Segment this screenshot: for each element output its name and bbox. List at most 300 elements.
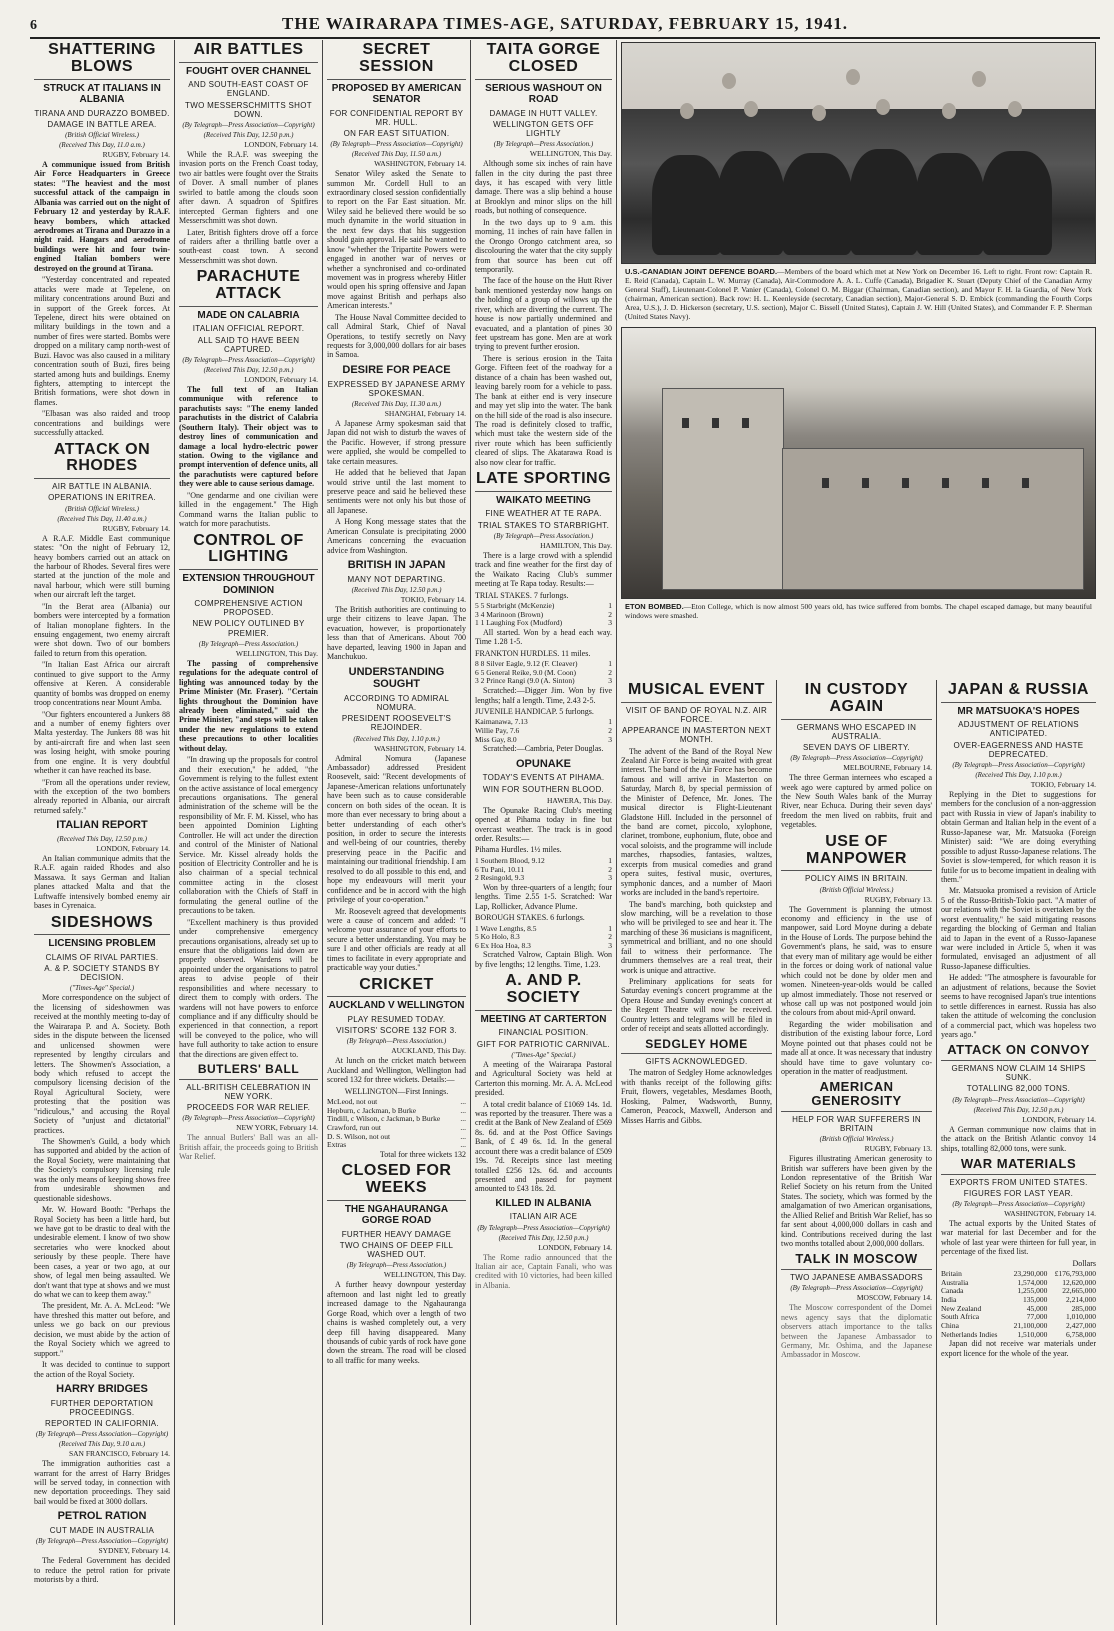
subhead: FINE WEATHER AT TE RAPA. xyxy=(485,509,602,519)
received-line: (Received This Day, 12.50 p.m.) xyxy=(203,131,294,140)
college-building xyxy=(782,448,1084,590)
subhead: ALL-BRITISH CELEBRATION IN NEW YORK. xyxy=(186,1082,311,1102)
photo-caption xyxy=(625,602,1092,620)
paragraph: The passing of comprehensive regulations for the adequate control of lighting was announced today by the Prime Minister (Mr. Fraser). "Certain lights throughout the Dominion have already been eliminated," said the Prime Minister, "and steps will be taken under the new regulations to extend these precautions to other localities without delay. xyxy=(179,658,318,753)
dateline: LONDON, February 14. xyxy=(96,843,170,853)
story-talk-in-moscow xyxy=(781,1252,932,1359)
headline: USE OF MANPOWER xyxy=(781,834,932,872)
story-taita-gorge xyxy=(475,42,612,467)
table-cell: 2 xyxy=(608,864,612,874)
credit-line: (By Telegraph—Press Association—Copyright) xyxy=(182,121,315,130)
table-cell: 1,510,000 xyxy=(1017,1329,1048,1339)
subhead: A. & P. SOCIETY STANDS BY DECISION. xyxy=(44,964,160,983)
story-parachute-attack xyxy=(179,269,318,528)
table-cell: 5 Ko Holo, 8.3 xyxy=(475,932,520,942)
paragraph: A further heavy downpour yesterday afternoon and last night led to greatly increased damage to the Ngahauranga Gorge Road, which over a length of two chains is washed completely out, a very deep fill having disappeared. Many thousands of cubic yards of rock have gone down the stream. The road will be closed to all traffic for many weeks. xyxy=(327,1280,466,1365)
table-cell: Hepburn, c Jackman, b Burke xyxy=(327,1105,417,1115)
subhead: GIFTS ACKNOWLEDGED. xyxy=(645,1057,748,1067)
paragraph: Mr. Matsuoka promised a revision of Article 5 of the Russo-British-Tokio pact. "A matter of our relations with the Soviet is overtaken by the worst eventuality," he said mitigating reasons regarding the blocking of German and Italian aid to Japan in the event of a Russo-Japanese war were included in Article 5, when it was formulated, envisaged an adjustment of all Russo-Japanese difficulties. xyxy=(941,886,1096,971)
paragraph: "Yesterday concentrated and repeated attacks were made at Tepelene, on military concentrations around Buzi and in support of the Greek forces. At Tepelene, direct hits were obtained on military buildings in the town and a number of fires were started. Bombs were dropped on a military camp north-west of Buzi. Havoc was also caused in a military concentration south of Buzi, fires being started among huts and buildings. Enemy fighters, attempting to intercept the British formations, were shot down in flames. xyxy=(34,275,170,407)
headline: CRICKET xyxy=(327,977,466,998)
dateline: LONDON, February 14. xyxy=(244,374,318,384)
subhead: FURTHER DEPORTATION PROCEEDINGS. xyxy=(50,1398,154,1417)
story-war-materials xyxy=(941,1157,1096,1358)
caption-lead: U.S.-CANADIAN JOINT DEFENCE BOARD. xyxy=(625,267,778,276)
headline: IN CUSTODY AGAIN xyxy=(781,682,932,720)
face xyxy=(942,103,956,119)
subhead: SERIOUS WASHOUT ON ROAD xyxy=(485,82,602,106)
subhead: MANY NOT DEPARTING. xyxy=(347,574,446,584)
credit-line: (By Telegraph—Press Association—Copyright) xyxy=(330,140,463,149)
subhead: CLAIMS OF RIVAL PARTIES. xyxy=(45,952,159,962)
headline: KILLED IN ALBANIA xyxy=(495,1197,592,1209)
paragraph: The president, Mr. A. A. McLeod: "We have threshed this matter out before, and unless we go back on our previous decision, we must abide by the action of the Royal Society which we agreed to support." xyxy=(34,1301,170,1358)
story-italian-report xyxy=(34,819,170,910)
dateline: MELBOURNE, February 14. xyxy=(843,763,932,773)
headline: ITALIAN REPORT xyxy=(56,819,148,832)
received-line: (Received This Day, 11.50 a.m.) xyxy=(351,150,442,159)
subhead: PROPOSED BY AMERICAN SENATOR xyxy=(331,82,462,106)
subhead: ADJUSTMENT OF RELATIONS ANTICIPATED. xyxy=(958,720,1079,739)
paragraph: Later, British fighters drove off a force of raiders after a thrilling battle over a south-east coast town. A second Messerschmitt was shot down. xyxy=(179,227,318,265)
table-cell: 5 5 Starbright (McKenzie) xyxy=(475,601,555,611)
story-in-custody-again xyxy=(781,682,932,830)
received-line: (Received This Day, 12.50 p.m.) xyxy=(351,585,442,594)
race-note: Scratched Valrow, Captain Bligh. Won by five lengths; 12 lengths. Time, 1.23. xyxy=(475,950,612,969)
table-cell: China xyxy=(941,1320,959,1330)
subhead: THE NGAHAURANGA GORGE ROAD xyxy=(344,1203,449,1227)
paragraph: The band's marching, both quickstep and slow marching, will be a revelation to those who will be privileged to see and hear it. The marching of these 36 musicians is magnificent, symmetrical and brilliant, and no one should fail to witness their performance. The drummers themselves are a real treat, their work is unique and attractive. xyxy=(621,899,772,975)
table-cell: ... xyxy=(460,1105,466,1115)
paragraph: The annual Butlers' Ball was an all-British affair, the proceeds going to British War Relief. xyxy=(179,1133,318,1162)
subhead: AIR BATTLE IN ALBANIA. xyxy=(52,482,152,492)
table-cell: 1 xyxy=(608,923,612,933)
table-cell: 3 xyxy=(608,618,612,628)
dateline: TOKIO, February 14. xyxy=(1030,780,1096,790)
table-cell: 1 1 Laughing Fox (Mudford) xyxy=(475,618,563,628)
headline: BUTLERS' BALL xyxy=(179,1063,318,1080)
received-line: (Received This Day, 9.10 a.m.) xyxy=(58,1440,146,1449)
subhead: PROCEEDS FOR WAR RELIEF. xyxy=(186,1103,311,1113)
race-note: Scratched:—Digger Jim. Won by five lengths; half a length. Time, 2.43 2-5. xyxy=(475,686,612,705)
table-cell: India xyxy=(941,1295,957,1305)
table-cell: Netherlands Indies xyxy=(941,1329,998,1339)
scorecard-table xyxy=(327,1098,466,1150)
paragraph: A R.A.F. Middle East communique states: "On the night of February 12, heavy bombers carried out an attack on the harbour of Rhodes. Several fires were started at the junction of the mole and naval harbour, which were still burning when our aircraft left the target. xyxy=(34,533,170,600)
dateline: WELLINGTON, This Day. xyxy=(235,648,318,658)
paragraph: The face of the house on the Hutt River bank mentioned yesterday now hangs on the holding of a group of willows up the river, which are diverting the current. The house is now partially undermined and evacuated, and a plantation of pines 30 feet upstream has gone. Men are at work trying to prevent further erosion. xyxy=(475,276,612,352)
table-cell: Kaimanawa, 7.13 xyxy=(475,717,528,727)
paragraph: "Elbasan was also raided and troop concentrations and buildings were successfully attacked. xyxy=(34,409,170,438)
paragraph: Senator Wiley asked the Senate to summon Mr. Cordell Hull to an extraordinary closed session confidentially to report on the Far East situation. Mr. Wiley said he believed there would be so much dynamite in the world situation in the next few days that his suggestion should gain approval. He said he wanted to know "whether the Tripartite Powers were engaged in another war of nerves or whether a synchronised and co-ordinated movement was in progress whereby Hitler would open his spring offensive and Japan move against British and perhaps also American interests." xyxy=(327,169,466,311)
table-cell: 45,000 xyxy=(1026,1303,1048,1313)
paragraph: The advent of the Band of the Royal New Zealand Air Force is being awaited with great interest. The band of the Air Force has become famous and will arrive in Masterton on Saturday, March 8, by special permission of the Minister of Defence, Mr. Jones. The musical director is Flight-Lieutenant Gladstone Hill. Included in the personnel of the band are cornet, piccolo, xylophone, clarinet, trombone, euphonium, flute, oboe and vocal soloists, and the programme will include marches, rhapsodies, fantasies, waltzes, excerpts from musical comedies and grand opera suites, festival music, overtures, symphonic dances, and a number of Maori works are included in the band's repertoire. xyxy=(621,746,772,898)
subhead: HELP FOR WAR SUFFERERS IN BRITAIN xyxy=(792,1114,921,1133)
table-cell: 6 Tu Pani, 10.11 xyxy=(475,864,525,874)
table-cell: Crawford, run out xyxy=(327,1122,381,1132)
table-cell: 1 xyxy=(608,659,612,669)
paragraph: There is a large crowd with a splendid track and fine weather for the first day of the Waikato Racing Club's summer meeting at Te Rapa today. Results:— xyxy=(475,550,612,589)
table-cell: 3 2 Prince Rangi (9.0 (A. Sinton) xyxy=(475,676,575,686)
credit-line: (By Telegraph—Press Association.) xyxy=(198,639,299,648)
table-cell: 285,000 xyxy=(1071,1303,1096,1313)
table-cell: ... xyxy=(460,1114,466,1124)
window xyxy=(682,418,689,428)
story-attack-on-convoy xyxy=(941,1043,1096,1153)
scorecard-total: Total for three wickets 132 xyxy=(379,1149,466,1159)
credit-line: (By Telegraph—Press Association—Copyright) xyxy=(952,761,1085,770)
columns xyxy=(30,40,1100,1625)
result-row xyxy=(475,874,612,883)
credit-line: (By Telegraph—Press Association—Copyright) xyxy=(790,1284,923,1293)
window xyxy=(712,418,719,428)
headline: AIR BATTLES xyxy=(179,42,318,63)
headline: SEDGLEY HOME xyxy=(621,1038,772,1055)
story-sideshows xyxy=(34,915,170,1379)
table-header: Dollars xyxy=(1072,1258,1096,1268)
paragraph: Regarding the wider mobilisation and distribution of the existing labour force, Lord Moyne pointed out that phases could not be made all at once. It was necessary that industry should have time to gave voluntary co-operation in the matter of readjustment. xyxy=(781,1019,932,1076)
paragraph: The Showmen's Guild, a body which has supported and abided by the action of the Royal Society, were maintaining that the Society's compulsory licensing rule was the only means of keeping shows free from undesirable showmen and questionable sideshows. xyxy=(34,1137,170,1203)
figure xyxy=(916,153,984,255)
subhead: SEVEN DAYS OF LIBERTY. xyxy=(802,742,911,752)
credit-line: (By Telegraph—Press Association—Copyright) xyxy=(952,1199,1085,1208)
table-cell: ... xyxy=(460,1097,466,1107)
face xyxy=(812,105,826,121)
subhead: DAMAGE IN HUTT VALLEY. xyxy=(489,108,598,118)
headline: ATTACK ON RHODES xyxy=(34,442,170,480)
table-cell: New Zealand xyxy=(941,1303,982,1313)
race-title: Pihama Hurdles. 1½ miles. xyxy=(475,845,562,855)
subhead: ITALIAN AIR ACE xyxy=(509,1212,578,1222)
chapel-tower xyxy=(662,388,784,590)
headline: CONTROL OF LIGHTING xyxy=(179,533,318,571)
dateline: WELLINGTON, This Day. xyxy=(529,149,612,159)
subhead: WIN FOR SOUTHERN BLOOD. xyxy=(482,784,605,794)
table-cell: ... xyxy=(460,1140,466,1150)
paragraph: "In the Berat area (Albania) our bombers were intercepted by a formation of Italian monoplane fighters. In the ensuing engagement, two enemy aircraft were shot down. Two of our bombers failed to return from this operation. xyxy=(34,601,170,658)
headline: AMERICAN GENEROSITY xyxy=(781,1080,932,1111)
caption-lead: ETON BOMBED. xyxy=(625,602,684,611)
headline: WAR MATERIALS xyxy=(941,1157,1096,1175)
scorecard-row xyxy=(327,1133,466,1142)
column-1 xyxy=(30,40,174,1625)
table-cell: 8 8 Silver Eagle, 9.12 (F. Cleaver) xyxy=(475,659,578,669)
table-cell: 1,574,000 xyxy=(1017,1277,1048,1287)
race-title: BOROUGH STAKES. 6 furlongs. xyxy=(475,913,585,923)
table-cell: 1 Wave Lengths, 8.5 xyxy=(475,923,537,933)
exports-row xyxy=(941,1331,1096,1340)
table-cell: 3 xyxy=(608,734,612,744)
credit-line: (British Official Wireless.) xyxy=(65,504,139,513)
table-cell: 3 xyxy=(608,676,612,686)
paragraph: Mr. Roosevelt agreed that developments were a cause of concern and added: "I welcome your assurance of your efforts to secure a better understanding. You may be sure I and other officials are ready at all times to facilitate in every appropriate and practicable way your duties." xyxy=(327,906,466,973)
column-4 xyxy=(470,40,616,1625)
paragraph: A total credit balance of £1069 14s. 1d. was reported by the treasurer. There was a credit at the Bank of New Zealand of £569 8s. 6d. and at the Post Office Savings Bank, of £ 49 6s. 1d. In the general account there was a credit balance of £509 19s. 7d. Receipts since last meeting totalled £256 12s. 6d. and accounts presented and passed for payment amounted to £43 18s. 2d. xyxy=(475,1099,612,1194)
subhead: CUT MADE IN AUSTRALIA xyxy=(49,1525,155,1535)
table-cell: 6 Ex Hoa Hoa, 8.3 xyxy=(475,940,531,950)
headline: HARRY BRIDGES xyxy=(56,1382,148,1395)
credit-line: (By Telegraph—Press Association.) xyxy=(346,1037,447,1046)
figure xyxy=(718,151,784,255)
column-2 xyxy=(174,40,322,1625)
subhead: LICENSING PROBLEM xyxy=(48,938,156,950)
subhead: AND SOUTH-EAST COAST OF ENGLAND. xyxy=(188,80,309,99)
subhead: MADE ON CALABRIA xyxy=(197,309,300,321)
paragraph: Figures illustrating American generosity to British war sufferers have been given by the London representative of the British War Relief Society on his return from the United States. The society, which was formed by the amalgamation of two American organisations, the Allied Relief and British War Relief, has so far sent about 4,000,000 dollars in cash and kind. Contributions received during the last two months totalled about 2,000,000 dollars. xyxy=(781,1154,932,1249)
dateline: SHANGHAI, February 14. xyxy=(384,408,466,418)
credit-line: ("Times-Age" Special.) xyxy=(511,1050,576,1059)
subhead: MEETING AT CARTERTON xyxy=(480,1013,607,1025)
story-secret-session xyxy=(327,42,466,360)
table-cell: Miss Gay, 8.0 xyxy=(475,734,517,744)
column-5 xyxy=(616,680,776,1625)
paragraph: "From all the operations under review, with the exception of the two bombers already reported in Albania, our aircraft returned safely." xyxy=(34,777,170,815)
paragraph: Admiral Nomura (Japanese Ambassador) addressed President Roosevelt, said: "Recent developments of Japanese-American relations unfortunately have been such as to cause considerable concern on both sides of the ocean. It is more than ever necessary to bring about a better understanding of each other's position, in order to secure the interests and well-being of our countries, thereby preserving peace in the Pacific and maintaining our traditional friendship. I am resolved to do all possible to this end, and hope my endeavours will merit your confidence and be in accord with the high privilege of your co-operation." xyxy=(327,753,466,905)
table-cell: 3 xyxy=(608,873,612,883)
story-sedgley-home xyxy=(621,1038,772,1125)
dateline: NEW YORK, February 14. xyxy=(236,1123,318,1133)
paragraph: The three German internees who escaped a week ago were captured by armed police on the New South Wales bank of the Murray River, near Echuca. During their seven days' freedom the men lived on rabbits, fruit and vegetables. xyxy=(781,773,932,830)
headline: TAITA GORGE CLOSED xyxy=(475,42,612,80)
paragraph: He added that he believed that Japan would strive until the last moment to preserve peace and said he believed these sentiments were not only his but those of all Japanese. xyxy=(327,468,466,515)
paragraph: Mr. W. Howard Booth: "Perhaps the Royal Society has been a little hard, but we have got to be drastic to deal with the undesirable element. I know of two show secretaries who were knocked about seriously by these people. There have been cases, a year or two ago, at our show, of legal men being assaulted. We don't want that type at shows and we must do what we can to keep them away." xyxy=(34,1205,170,1299)
subhead: MR MATSUOKA'S HOPES xyxy=(957,705,1080,717)
story-late-sporting xyxy=(475,471,612,754)
race-results xyxy=(475,857,612,883)
credit-line: (By Telegraph—Press Association.) xyxy=(493,140,594,149)
table-cell: 6 5 General Reike, 9.0 (M. Coon) xyxy=(475,667,577,677)
column-7 xyxy=(936,680,1100,1625)
subhead: VISITORS' SCORE 132 FOR 3. xyxy=(336,1026,457,1036)
paragraph: Preliminary applications for seats for Saturday evening's concert programme at the Opera House and Sunday evening's concert at the Regent Theatre will now be received. Country letters and telegrams will be filed in order of receipt and seats allotted accordingly. xyxy=(621,977,772,1034)
paragraph: Replying in the Diet to suggestions for members for the conclusion of a non-aggression pact with Russia in view of Japan's inability to obtain German and Italian help in the event of a Russo-Japanese war, Mr. Matsuoka (Foreign Minister) said: "We are doing everything possible to adjust Russo-Japanese relations. The Soviet is slow-tempered, for which reason it is futile for us to become impatient in dealing with them." xyxy=(941,790,1096,884)
paragraph: At lunch on the cricket match between Auckland and Wellington, Wellington had scored 132 for three wickets. Details:— xyxy=(327,1056,466,1085)
dateline: LONDON, February 14. xyxy=(1022,1114,1096,1124)
table-cell: Australia xyxy=(941,1277,969,1287)
table-cell: 3 xyxy=(608,940,612,950)
paragraph: The Government is planning the utmost economy and efficiency in the use of manpower, said Lord Moyne during a debate in the House of Lords. The purpose behind the Government's plans, he said, was to ensure that every man of military age would be either in the forces or doing work of national value which could not be done by older men and women. Nineteen-year-olds would be called up almost immediately. Those not reserved or whose call up was not postponed would join the colours from about mid-April onward. xyxy=(781,904,932,1018)
subhead: WAIKATO MEETING xyxy=(496,494,591,506)
table-cell: ... xyxy=(460,1131,466,1141)
credit-line: (By Telegraph—Press Association—Copyright) xyxy=(182,355,315,364)
subhead: TODAY'S EVENTS AT PIHAMA. xyxy=(482,773,605,783)
paragraph: The British authorities are continuing to urge their citizens to leave Japan. The evacuation, however, is proportionately less than that of Americans. About 700 have departed, leaving 1900 in Japan and Manchukuo. xyxy=(327,604,466,662)
face xyxy=(1008,101,1022,117)
window xyxy=(1022,478,1029,488)
race-note: All started. Won by a head each way. Time 1.28 1-5. xyxy=(475,627,612,647)
headline: SHATTERING BLOWS xyxy=(34,42,170,80)
table-cell: 1 xyxy=(608,717,612,727)
subhead: OVER-EAGERNESS AND HASTE DEPRECATED. xyxy=(953,740,1084,759)
headline: CLOSED FOR WEEKS xyxy=(327,1163,466,1201)
credit-line: (British Official Wireless.) xyxy=(819,885,894,894)
table-cell: 2 Resingold, 9.3 xyxy=(475,873,525,883)
result-row xyxy=(475,619,612,628)
story-a-and-p-society xyxy=(475,973,612,1194)
result-row xyxy=(475,736,612,745)
table-cell: 1 Southern Blood, 9.12 xyxy=(475,855,545,865)
dateline: WASHINGTON, February 14. xyxy=(374,159,466,169)
received-line: (Received This Day, 11.0 a.m.) xyxy=(59,140,145,149)
dateline: TOKIO, February 14. xyxy=(400,594,466,604)
table-cell: 2 xyxy=(608,609,612,619)
subhead: ITALIAN OFFICIAL REPORT. xyxy=(192,324,305,334)
paragraph: The Federal Government has decided to reduce the petrol ration for private motorists by a third. xyxy=(34,1556,170,1585)
table-cell: 1,010,000 xyxy=(1066,1312,1096,1322)
race-results xyxy=(475,660,612,686)
subhead: EXPORTS FROM UNITED STATES. xyxy=(949,1177,1088,1187)
subhead: TIRANA AND DURAZZO BOMBED. xyxy=(34,108,170,118)
paragraph: WELLINGTON—First Innings. xyxy=(344,1086,449,1096)
credit-line: (British Official Wireless.) xyxy=(65,130,139,139)
subhead: FURTHER HEAVY DAMAGE xyxy=(341,1229,452,1239)
dateline: RUGBY, February 13. xyxy=(864,894,932,904)
headline: A. AND P. SOCIETY xyxy=(475,973,612,1011)
face xyxy=(680,103,694,119)
subhead: EXPRESSED BY JAPANESE ARMY SPOKESMAN. xyxy=(327,379,466,398)
subhead: PLAY RESUMED TODAY. xyxy=(347,1014,446,1024)
paragraph: A German communique now claims that in the attack on the British Atlantic convoy 14 ships, totalling 82,000 tons, were sunk. xyxy=(941,1124,1096,1153)
race-note: Scratched:—Cambria, Peter Douglas. xyxy=(483,744,604,754)
defence-board-photo xyxy=(621,42,1096,264)
subhead: FIGURES FOR LAST YEAR. xyxy=(963,1188,1074,1198)
story-control-of-lighting xyxy=(179,533,318,1060)
credit-line: (By Telegraph—Press Association—Copyright) xyxy=(790,754,923,763)
subhead: DAMAGE IN BATTLE AREA. xyxy=(47,119,157,129)
window xyxy=(822,478,829,488)
paragraph: It was decided to continue to support the action of the Royal Society. xyxy=(34,1360,170,1379)
credit-line: (By Telegraph—Press Association.) xyxy=(346,1261,447,1270)
subhead: TOTALLING 82,000 TONS. xyxy=(966,1084,1071,1094)
paragraph: "In Italian East Africa our aircraft continued to give support to the Army offensive at Keren. A considerable quantity of bombs was dropped on enemy troop concentrations near Mount Amba. xyxy=(34,660,170,708)
race-title: JUVENILE HANDICAP. 5 furlongs. xyxy=(475,706,594,716)
story-musical-event xyxy=(621,682,772,1034)
caption-text: —Eton College, which is now almost 500 years old, has twice suffered from bombs. The chapel escaped damage, but many beautiful windows were smashed. xyxy=(625,602,1092,620)
paragraph: The actual exports by the United States of war material for last December and for the whole of last year were thirteen for full year, in percentage of the fixed list. xyxy=(941,1218,1096,1257)
credit-line: (By Telegraph—Press Association—Copyright) xyxy=(35,1537,169,1546)
table-cell: D. S. Wilson, not out xyxy=(327,1131,391,1141)
dateline: MOSCOW, February 14. xyxy=(856,1293,932,1303)
paragraph: The immigration authorities cast a warrant for the arrest of Harry Bridges will be served today, in connection with new deportation proceedings. They said bail would be fixed at 3000 dollars. xyxy=(34,1459,170,1506)
credit-line: (By Telegraph—Press Association—Copyright) xyxy=(35,1430,169,1439)
story-cricket xyxy=(327,977,466,1160)
caption-text: —Members of the board which met at New York on December 16. Left to right. Front row: Captain R. E. Reid (Canada), Captain L. W. Murray (Canada), Air-Commodore A. A. L. Cuffe (Canada), Brigadier K. Stuart (Deputy Chief of the Canadian Army General Staff), Lieutenant-Colonel P. Vanier (Canada), Colonel O. M. Biggar (Chairman, Canadian section), and Mayor F. H. la Guardia, of New York (chairman, American section). Back row: H. L. Keenleyside (secretary, Canadian section), Major-General S. D. Embick (commanding the Fourth Corps Area, U.S.), J. D. Hickerson (secretary, U.S. section), Major C. Bissell (United States), Captain J. W. Hill (United States), and Commander F. P. Sherman (United States Navy). xyxy=(625,267,1092,321)
table-cell: 1 xyxy=(608,601,612,611)
subhead: FINANCIAL POSITION. xyxy=(498,1028,589,1038)
window xyxy=(902,478,909,488)
credit-line: (By Telegraph—Press Association.) xyxy=(493,531,594,540)
table-cell: 1 xyxy=(608,855,612,865)
subhead: GERMANS NOW CLAIM 14 SHIPS SUNK. xyxy=(951,1064,1086,1083)
dateline: RUGBY, February 13. xyxy=(864,1144,932,1154)
subhead: TWO JAPANESE AMBASSADORS xyxy=(790,1273,923,1283)
scorecard-row xyxy=(327,1141,466,1150)
story-desire-for-peace xyxy=(327,364,466,555)
story-shattering-blows xyxy=(34,42,170,438)
page-number: 6 xyxy=(30,18,37,33)
headline: ATTACK ON CONVOY xyxy=(941,1043,1096,1061)
paragraph: The full text of an Italian communique with reference to parachutists says: "The enemy landed parachutists in the district of Calabria (Southern Italy). Their object was to destroy lines of communication and damage a local hydro-electric power station. Owing to the vigilance and prompt intervention of defence units, all the parachutists were captured before they were able to cause serious damage. xyxy=(179,384,318,489)
story-killed-in-albania xyxy=(475,1198,612,1290)
received-line: (Received This Day, 12.50 p.m.) xyxy=(973,1105,1064,1114)
headline: BRITISH IN JAPAN xyxy=(347,559,446,572)
headline: UNDERSTANDING SOUGHT xyxy=(348,665,445,691)
headline: JAPAN & RUSSIA xyxy=(941,682,1096,703)
face xyxy=(876,99,890,115)
subhead: FOR CONFIDENTIAL REPORT BY MR. HULL. xyxy=(329,108,464,127)
table-cell: Canada xyxy=(941,1286,964,1296)
subhead: POLICY AIMS IN BRITAIN. xyxy=(804,874,909,884)
table-cell: 21,100,000 xyxy=(1013,1320,1048,1330)
table-cell: ... xyxy=(460,1122,466,1132)
dateline: WASHINGTON, February 14. xyxy=(1004,1208,1096,1218)
subhead: ALL SAID TO HAVE BEEN CAPTURED. xyxy=(197,335,300,354)
paragraph: The Opunake Racing Club's meeting opened at Pihama today in fine but overcast weather. The track is in good order. Results:— xyxy=(475,805,612,844)
dateline: LONDON, February 14. xyxy=(538,1242,612,1252)
face xyxy=(722,73,736,89)
exports-table xyxy=(941,1270,1096,1339)
table-cell: 2 xyxy=(608,667,612,677)
face xyxy=(744,101,758,117)
story-petrol-ration xyxy=(34,1510,170,1584)
subhead: PRESIDENT ROOSEVELT'S REJOINDER. xyxy=(341,714,452,733)
story-air-battles xyxy=(179,42,318,265)
credit-line: (By Telegraph—Press Association—Copyright) xyxy=(182,1114,315,1123)
table-cell: 6,758,000 xyxy=(1066,1329,1096,1339)
subhead: WELLINGTON GETS OFF LIGHTLY xyxy=(493,119,594,138)
figure xyxy=(982,151,1052,255)
paragraph: A meeting of the Wairarapa Pastoral and Agricultural Society was held at Carterton this morning. Mr. A. A. McLeod presided. xyxy=(475,1059,612,1098)
paragraph: The Rome radio announced that the Italian air ace, Captain Fanali, who was credited with 10 victories, had been killed in Albania. xyxy=(475,1252,612,1290)
paragraph: The matron of Sedgley Home acknowledges with thanks receipt of the following gifts: Fruit, flowers, vegetables, Mesdames Booth, Hosking, Palmer, Wadsworth, Bunny, Cameron, Peacock, Maxwell, Anderson and Misses Harris and Gibbs. xyxy=(621,1068,772,1125)
paragraph: In the two days up to 9 a.m. this morning, 11 inches of rain have fallen in the Orongo Orongo catchment area, so discolouring the water that the city supply from that source has been cut off temporarily. xyxy=(475,217,612,274)
paragraph: A Japanese Army spokesman said that Japan did not wish to disturb the waves of the Pacific. However, if strong pressure were applied, she would be compelled to take certain measures. xyxy=(327,418,466,466)
headline: DESIRE FOR PEACE xyxy=(342,363,451,376)
table-cell: 2 xyxy=(608,726,612,736)
headline: SIDESHOWS xyxy=(34,915,170,936)
dateline: SYDNEY, February 14. xyxy=(98,1546,170,1556)
received-line: (Received This Day, 1.10 p.m.) xyxy=(353,734,440,743)
race-results xyxy=(475,718,612,744)
column-3 xyxy=(322,40,470,1625)
paragraph: "Excellent machinery is thus provided under comprehensive emergency precautions organisations, already set up to ensure that the obligations laid down are properly observed. Wardens will be appointed under the organisations to patrol areas to advise people of their responsibilities and where necessary to direct them to comply with orders. The wardens will not have powers to enforce compliance and if any difficulty should be experienced in that connection, a report will be conveyed to the police, who will have full authority to take action to ensure that the directions are given effect to. xyxy=(179,917,318,1059)
subhead: NEW POLICY OUTLINED BY PREMIER. xyxy=(192,619,305,638)
paragraph: "Our fighters encountered a Junkers 88 and a number of enemy fighters over Malta yesterday. The Junkers 88 was hit by anti-aircraft fire and when last seen was losing height, with smoke pouring from one engine. It is very doubtful whether it can have reached its base. xyxy=(34,709,170,776)
credit-line: (British Official Wireless.) xyxy=(819,1135,894,1144)
subhead: COMPREHENSIVE ACTION PROPOSED. xyxy=(194,599,303,618)
race-title: FRANKTON HURDLES. 11 miles. xyxy=(475,648,591,658)
newspaper-title: THE WAIRARAPA TIMES-AGE, SATURDAY, FEBRUARY 15, 1941. xyxy=(282,14,848,33)
subhead: AUCKLAND V WELLINGTON xyxy=(328,1000,465,1012)
table-cell: 2,427,000 xyxy=(1066,1320,1096,1330)
received-line: (Received This Day, 11.40 a.m.) xyxy=(57,514,147,523)
subhead: GERMANS WHO ESCAPED IN AUSTRALIA. xyxy=(796,722,917,741)
paragraph: More correspondence on the subject of the licensing of sideshowmen was received at the monthly meeting to-day of the Wairarapa P. and A. Society. Both sides in the dispute between the licensed and unlicensed showmen were represented by lengthy circulars and letters. The Showmen's Association, a body which refused to accept the compulsory licensing decision of the Royal Agricultural Society, were protesting that the position was "ridiculous," and accusing the Royal Society of "unjust and dictatorial" practices. xyxy=(34,993,170,1135)
table-cell: 77,000 xyxy=(1026,1312,1048,1322)
result-row xyxy=(475,677,612,686)
dateline: WELLINGTON, This Day. xyxy=(383,1270,466,1280)
figure xyxy=(652,155,722,255)
story-american-generosity xyxy=(781,1080,932,1248)
column-6 xyxy=(776,680,936,1625)
photo-caption xyxy=(625,267,1092,321)
story-opunake xyxy=(475,758,612,970)
dateline: HAMILTON, This Day. xyxy=(540,540,612,550)
dateline: SAN FRANCISCO, February 14. xyxy=(68,1449,170,1459)
table-cell: 12,620,000 xyxy=(1062,1277,1096,1287)
figure xyxy=(782,153,852,255)
masthead xyxy=(30,8,1100,39)
